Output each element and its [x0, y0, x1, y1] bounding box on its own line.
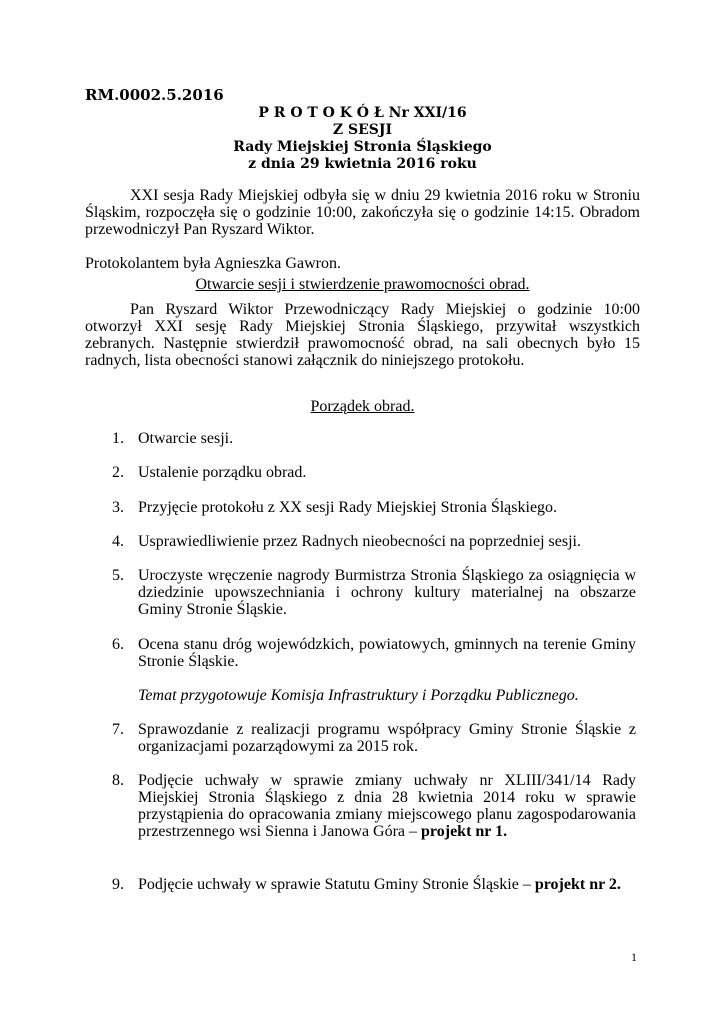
agenda-item-text-main: Podjęcie uchwały w sprawie zmiany uchwały nr XLIII/341/14 Rady Miejskiej Stronia Śląskiego z dnia 28 kwietnia 2014 roku w sprawie przystąpienia do opracowania zmiany miejscowego planu zagospodarowania przestrzennego wsi Sienna i Janowa Góra – — [138, 772, 636, 840]
agenda-item-text: Otwarcie sesji. — [138, 430, 234, 447]
session-date: z dnia 29 kwietnia 2016 roku — [248, 156, 477, 172]
intro-paragraph: XXI sesja Rady Miejskiej odbyła się w dniu 29 kwietnia 2016 roku w Stroniu Śląskim, rozpoczęła się o godzinie 10:00, zakończyła się o godzinie 14:15. Obradom przewodniczył Pan Ryszard Wiktor. — [85, 187, 640, 238]
agenda-item-number: 9. — [112, 876, 124, 893]
opening-paragraph: Pan Ryszard Wiktor Przewodniczący Rady Miejskiej o godzinie 10:00 otworzył XXI sesję Rady Miejskiej Stronia Śląskiego, przywitał wszystkich zebranych. Następnie stwierdził prawomocność obrad, na sali obecnych było 15 radnych, lista obecności stanowi załącznik do niniejszego protokołu. — [85, 301, 640, 369]
project-label: projekt nr 1. — [421, 823, 508, 840]
document-reference: RM.0002.5.2016 — [85, 86, 224, 104]
agenda-item-number: 5. — [112, 567, 124, 584]
agenda-item-text-main: Podjęcie uchwały w sprawie Statutu Gminy Stronie Śląskie – — [138, 876, 531, 893]
agenda-note: Temat przygotowuje Komisja Infrastruktury i Porządku Publicznego. — [138, 687, 579, 704]
agenda-item-number: 3. — [112, 499, 124, 516]
recorder-line: Protokolantem była Agnieszka Gawron. — [85, 255, 341, 272]
protocol-title: P R O T O K Ó Ł Nr XXI/16 — [258, 105, 467, 121]
agenda-item-text: Przyjęcie protokołu z XX sesji Rady Miejskiej Stronia Śląskiego. — [138, 499, 558, 516]
agenda-item-text: Sprawozdanie z realizacji programu współpracy Gminy Stronie Śląskie z organizacjami pozarządowymi za 2015 rok. — [138, 721, 636, 755]
agenda-item-number: 2. — [112, 464, 124, 481]
agenda-item-text: Uroczyste wręczenie nagrody Burmistrza Stronia Śląskiego za osiągnięcia w dziedzinie upowszechniania i ochrony kultury materialnej na obszarze Gminy Stronie Śląskie. — [138, 567, 636, 618]
project-label: projekt nr 2. — [534, 876, 621, 893]
agenda-item-text: Usprawiedliwienie przez Radnych nieobecności na poprzedniej sesji. — [138, 533, 581, 550]
section-heading-opening: Otwarcie sesji i stwierdzenie prawomocności obrad. — [195, 276, 530, 293]
agenda-item-number: 4. — [112, 533, 124, 550]
session-label: Z SESJI — [332, 122, 393, 138]
section-heading-agenda: Porządek obrad. — [310, 398, 415, 415]
page-number: 1 — [631, 950, 637, 964]
agenda-item-text: Ustalenie porządku obrad. — [138, 464, 307, 481]
agenda-item-text — [138, 876, 636, 893]
agenda-item-text — [138, 772, 636, 840]
agenda-item-number: 1. — [112, 430, 124, 447]
agenda-item-text: Ocena stanu dróg wojewódzkich, powiatowych, gminnych na terenie Gminy Stronie Śląskie. — [138, 636, 636, 670]
agenda-item-number: 7. — [112, 721, 124, 738]
council-name: Rady Miejskiej Stronia Śląskiego — [233, 139, 492, 155]
agenda-item-number: 8. — [112, 772, 124, 789]
agenda-item-number: 6. — [112, 636, 124, 653]
